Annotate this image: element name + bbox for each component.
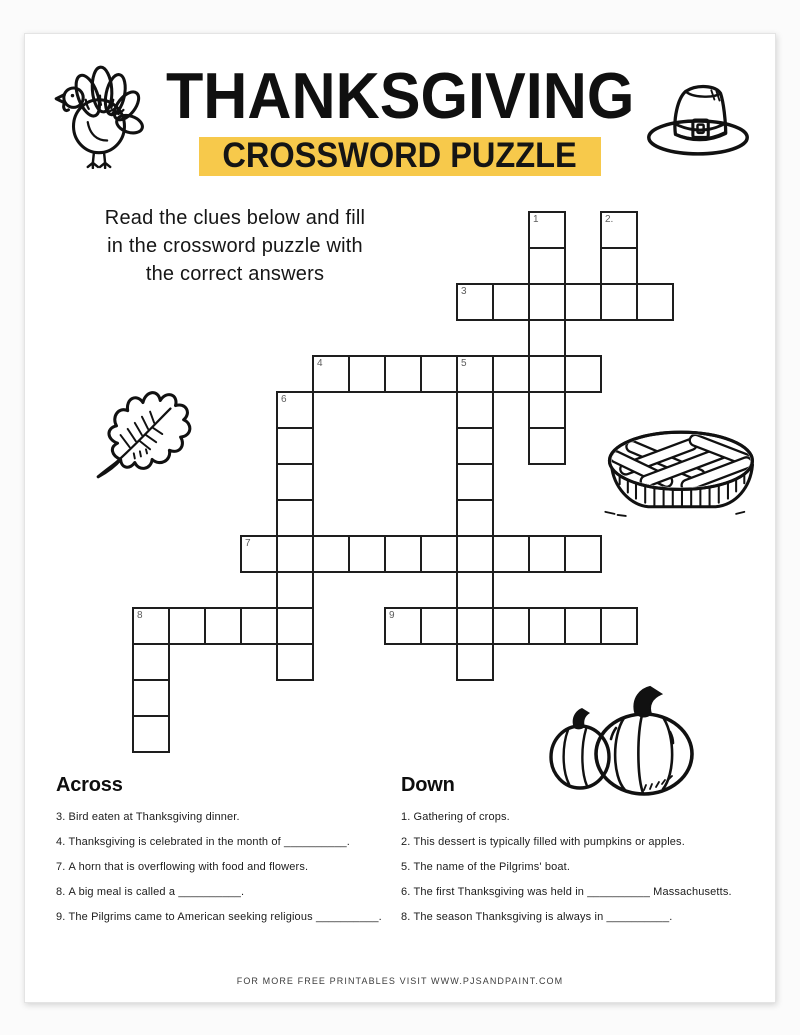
- grid-cell[interactable]: [600, 283, 638, 321]
- across-clue-list: [56, 811, 402, 924]
- grid-cell[interactable]: [636, 283, 674, 321]
- across-header: Across: [56, 774, 123, 796]
- clue-item: 5. The name of the Pilgrims' boat.: [401, 861, 571, 873]
- grid-cell[interactable]: [348, 355, 386, 393]
- grid-cell-number: 2.: [605, 214, 614, 225]
- grid-cell[interactable]: [456, 391, 494, 429]
- grid-cell-number: 1: [533, 214, 539, 225]
- grid-cell[interactable]: [276, 607, 314, 645]
- grid-cell[interactable]: [456, 499, 494, 537]
- printable-page: [24, 33, 776, 1003]
- grid-cell[interactable]: [132, 679, 170, 717]
- grid-cell[interactable]: [420, 607, 458, 645]
- page-title: THANKSGIVING: [165, 59, 635, 132]
- grid-cell[interactable]: [528, 607, 566, 645]
- grid-cell[interactable]: [492, 283, 530, 321]
- grid-cell[interactable]: [528, 427, 566, 465]
- clue-item: 7. A horn that is overflowing with food and flowers.: [56, 861, 309, 873]
- grid-cell[interactable]: [384, 535, 422, 573]
- grid-cell[interactable]: [276, 643, 314, 681]
- grid-cell[interactable]: [528, 247, 566, 285]
- grid-cell[interactable]: [456, 427, 494, 465]
- grid-cell[interactable]: [600, 247, 638, 285]
- grid-cell[interactable]: [240, 607, 278, 645]
- grid-cell[interactable]: [564, 355, 602, 393]
- grid-cell[interactable]: [456, 607, 494, 645]
- grid-cell[interactable]: [204, 607, 242, 645]
- across-clues-section: [56, 774, 402, 936]
- clue-item: 9. The Pilgrims came to American seeking religious __________.: [56, 911, 382, 923]
- down-clues-section: [401, 774, 741, 936]
- pilgrim-hat-illustration: [643, 78, 753, 160]
- footer-text: FOR MORE FREE PRINTABLES VISIT WWW.PJSANDPAINT.COM: [236, 976, 564, 986]
- grid-cell[interactable]: [528, 535, 566, 573]
- clue-item: 1. Gathering of crops.: [401, 811, 510, 823]
- grid-cell-number: 7: [245, 538, 251, 549]
- clue-item: 8. A big meal is called a __________.: [56, 886, 245, 898]
- grid-cell-number: 9: [389, 610, 395, 621]
- grid-cell-number: 4: [317, 358, 323, 369]
- down-header: Down: [401, 774, 455, 796]
- grid-cell[interactable]: [276, 499, 314, 537]
- grid-cell-number: 6: [281, 394, 287, 405]
- grid-cell[interactable]: [384, 355, 422, 393]
- down-clue-list: [401, 811, 741, 924]
- grid-cell[interactable]: [528, 355, 566, 393]
- grid-cell[interactable]: [564, 283, 602, 321]
- grid-cell[interactable]: [420, 535, 458, 573]
- grid-cell[interactable]: [456, 535, 494, 573]
- grid-cell[interactable]: [276, 535, 314, 573]
- lattice-pie-illustration: [601, 424, 765, 518]
- grid-cell[interactable]: [564, 535, 602, 573]
- grid-cell[interactable]: [456, 571, 494, 609]
- clue-item: 8. The season Thanksgiving is always in __________.: [401, 911, 673, 923]
- grid-cell-number: 5: [461, 358, 467, 369]
- page-subtitle: CROSSWORD PUZZLE: [199, 137, 600, 176]
- clue-item: 6. The first Thanksgiving was held in __________ Massachusetts.: [401, 886, 732, 898]
- clue-item: 3. Bird eaten at Thanksgiving dinner.: [56, 811, 240, 823]
- grid-cell[interactable]: [312, 535, 350, 573]
- grid-cell[interactable]: [456, 463, 494, 501]
- grid-cell-number: 8: [137, 610, 143, 621]
- grid-cell[interactable]: [528, 391, 566, 429]
- grid-cell[interactable]: [276, 571, 314, 609]
- grid-cell[interactable]: [492, 355, 530, 393]
- grid-cell[interactable]: [276, 463, 314, 501]
- grid-cell[interactable]: [528, 283, 566, 321]
- grid-cell[interactable]: [168, 607, 206, 645]
- grid-cell[interactable]: [456, 643, 494, 681]
- grid-cell[interactable]: [420, 355, 458, 393]
- grid-cell[interactable]: [348, 535, 386, 573]
- grid-cell[interactable]: [492, 535, 530, 573]
- grid-cell[interactable]: [132, 643, 170, 681]
- grid-cell[interactable]: [276, 427, 314, 465]
- grid-cell[interactable]: [528, 319, 566, 357]
- grid-cell[interactable]: [492, 607, 530, 645]
- oak-leaf-illustration: [89, 378, 203, 486]
- grid-cell[interactable]: [132, 715, 170, 753]
- clue-item: 4. Thanksgiving is celebrated in the month of __________.: [56, 836, 350, 848]
- grid-cell[interactable]: [564, 607, 602, 645]
- instructions-text: Read the clues below and fill in the crossword puzzle with the correct answers: [104, 207, 366, 285]
- clue-item: 2. This dessert is typically filled with pumpkins or apples.: [401, 836, 685, 848]
- grid-cell[interactable]: [600, 607, 638, 645]
- grid-cell-number: 3: [461, 286, 467, 297]
